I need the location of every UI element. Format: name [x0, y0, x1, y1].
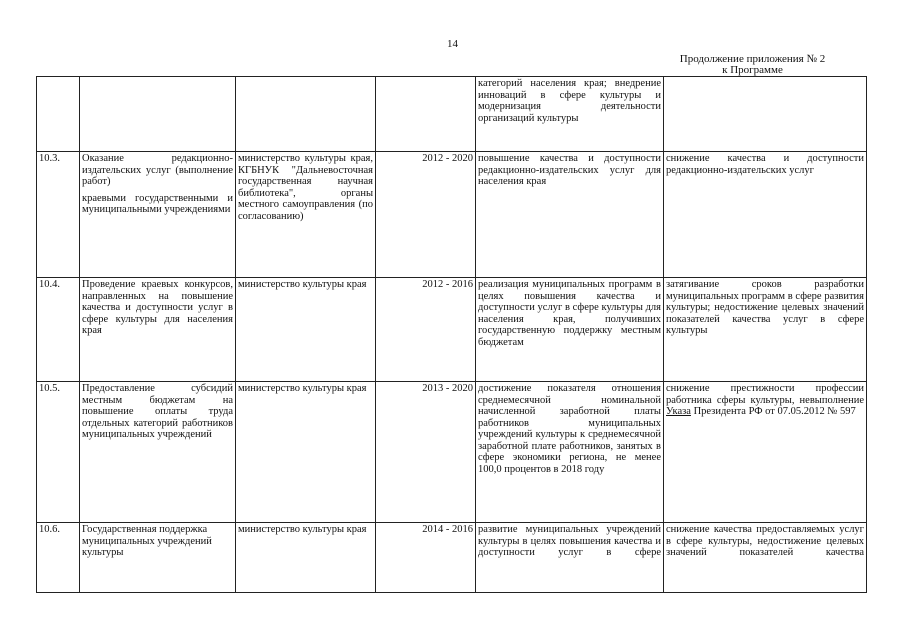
table-row	[37, 278, 867, 382]
period-cell: 2012 - 2020	[376, 152, 476, 278]
measure-name-continuation: краевыми государственными и муниципальными учреждениями	[82, 192, 233, 215]
executor-cell: министерство культуры края	[236, 278, 376, 382]
expected-result-cell: развитие муниципальных учреждений культуры в целях повышения качества и доступности услуг в сфере	[476, 523, 664, 593]
measure-name-cell: Предоставление субсидий местным бюджетам на повышение оплаты труда отдельных категорий работников муниципальных учреждений	[80, 382, 236, 523]
expected-result-cell: достижение показателя отношения среднемесячной номинальной начисленной заработной платы работников муниципальных учреждений культуры к среднемесячной заработной плате работников, занятых в сфере экономики региона, не менее 100,0 процентов в 2018 году	[476, 382, 664, 523]
measure-name-cell: Проведение краевых конкурсов, направленных на повышение качества и доступности услуг в сфере культуры для населения края	[80, 278, 236, 382]
consequence-cell: снижение качества предоставляемых услуг в сфере культуры, недостижение целевых значений показателей качества	[664, 523, 867, 593]
measure-name-cell: Государственная поддержка муниципальных учреждений культуры	[80, 523, 236, 593]
expected-result-cell: реализация муниципальных программ в целях повышения качества и доступности услуг в сфере культуры для населения края, получивших государственную поддержку местным бюджетам	[476, 278, 664, 382]
executor-cell: министерство культуры края	[236, 523, 376, 593]
row-number-cell: 10.4.	[37, 278, 80, 382]
page-number: 14	[447, 38, 458, 50]
table-row	[37, 382, 867, 523]
consequence-cell	[664, 77, 867, 152]
measure-name: Оказание редакционно-издательских услуг (выполнение работ)	[82, 153, 233, 187]
consequence-cell: затягивание сроков разработки муниципальных программ в сфере развития культуры; недостижение целевых значений показателей качества услуг в сфере культуры	[664, 278, 867, 382]
expected-result-cell: категорий населения края; внедрение инноваций в сфере культуры и модернизация деятельности организаций культуры	[476, 77, 664, 152]
executor-cell	[236, 77, 376, 152]
period-cell: 2012 - 2016	[376, 278, 476, 382]
row-number-cell: 10.6.	[37, 523, 80, 593]
period-cell: 2014 - 2016	[376, 523, 476, 593]
period-cell: 2013 - 2020	[376, 382, 476, 523]
appendix-note: Продолжение приложения № 2 к Программе	[679, 53, 826, 76]
consequence-cell	[664, 382, 867, 523]
row-number-cell: 10.5.	[37, 382, 80, 523]
consequence-text: снижение престижности профессии работника сферы культуры, невыполнение	[666, 383, 864, 406]
measure-name-cell	[80, 77, 236, 152]
measure-name-cell	[80, 152, 236, 278]
consequence-text-end: Президента РФ от 07.05.2012 № 597	[690, 406, 856, 417]
executor-cell: министерство культуры края	[236, 382, 376, 523]
expected-result-cell: повышение качества и доступности редакционно-издательских услуг для населения края	[476, 152, 664, 278]
executor-cell: министерство культуры края, КГБНУК "Дальневосточная государственная научная библиотека", органы местного самоуправления (по согласованию)	[236, 152, 376, 278]
row-number-cell	[37, 77, 80, 152]
measures-table	[36, 76, 867, 593]
consequence-cell: снижение качества и доступности редакционно-издательских услуг	[664, 152, 867, 278]
table-row	[37, 152, 867, 278]
table-row	[37, 77, 867, 152]
row-number-cell: 10.3.	[37, 152, 80, 278]
decree-link[interactable]: Указа	[666, 406, 691, 417]
table-row	[37, 523, 867, 593]
period-cell	[376, 77, 476, 152]
